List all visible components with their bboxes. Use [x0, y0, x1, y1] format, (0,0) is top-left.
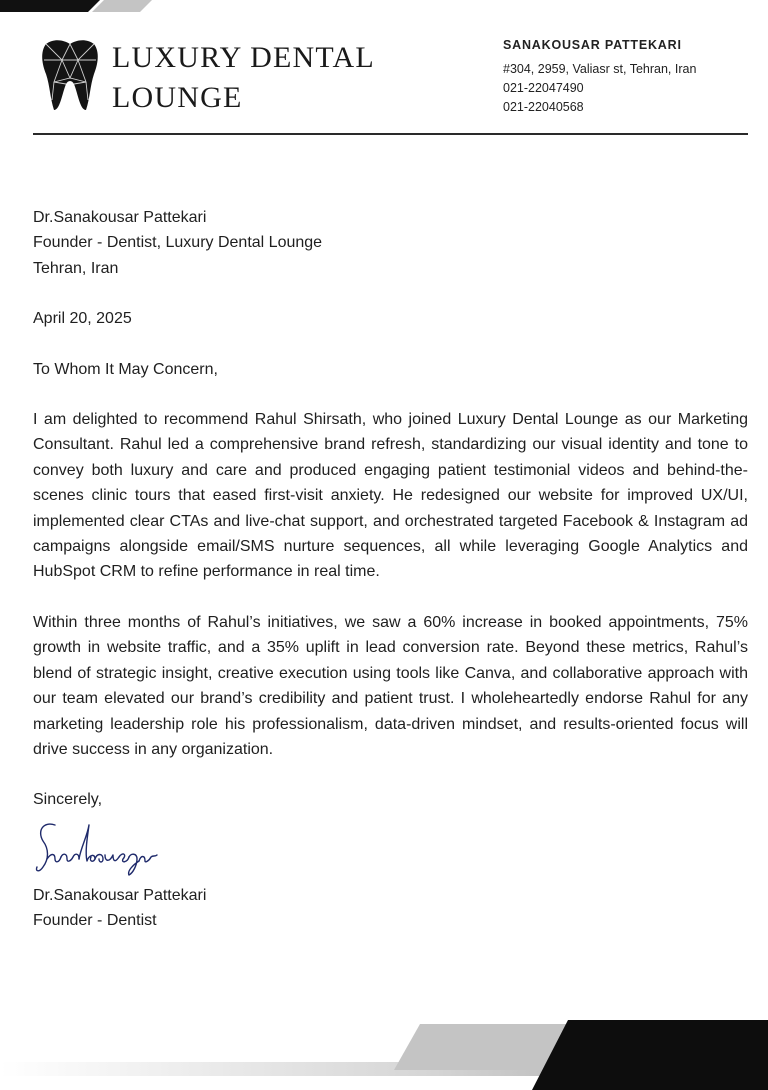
letter-body — [33, 205, 748, 934]
sender-name: Dr.Sanakousar Pattekari — [33, 209, 207, 226]
paragraph-2: Within three months of Rahul’s initiatives, we saw a 60% increase in booked appointments, 75% growth in website traffic, and a 35% uplift in lead conversion rate. Beyond these metrics, Rahul’s blend of strategic insight, creative execution using tools like Canva, and collaborative approach with our team elevated our brand’s credibility and patient trust. I wholeheartedly endorse Rahul for any marketing leadership role his professionalism, data-driven mindset, and results-oriented focus will drive success in any organization. — [33, 613, 748, 758]
signoff-name: Dr.Sanakousar Pattekari — [33, 886, 207, 904]
paragraph-1: I am delighted to recommend Rahul Shirsath, who joined Luxury Dental Lounge as our Marketing Consultant. Rahul led a comprehensive brand refresh, standardizing our visual identity and tone to convey both luxury and care and produced engaging patient testimonial videos and behind-the-scenes clinic tours that eased first-visit anxiety. He redesigned our website for improved UX/UI, implemented clear CTAs and live-chat support, and orchestrated targeted Facebook & Instagram ad campaigns alongside email/SMS nurture sequences, all while leveraging Google Analytics and HubSpot CRM to refine performance in real time. — [33, 411, 748, 581]
contact-phone-1: 021-22047490 — [503, 81, 584, 95]
brand-name — [112, 38, 375, 118]
contact-address: #304, 2959, Valiasr st, Tehran, Iran — [503, 62, 697, 76]
top-corner-decoration — [0, 0, 160, 12]
salutation: To Whom It May Concern, — [33, 360, 218, 378]
sender-title: Founder - Dentist, Luxury Dental Lounge — [33, 234, 323, 252]
contact-phone-2: 021-22040568 — [503, 100, 584, 114]
contact-block — [503, 38, 696, 117]
bottom-decoration-band — [0, 1010, 768, 1090]
header-divider — [33, 133, 748, 135]
signoff-title: Founder - Dentist — [33, 912, 157, 930]
letter-date: April 20, 2025 — [33, 310, 132, 328]
brand-line-2: LOUNGE — [112, 81, 243, 114]
brand-line-1: LUXURY DENTAL — [112, 41, 375, 74]
contact-name: SANAKOUSAR PATTEKARI — [503, 38, 682, 52]
handwritten-signature — [33, 817, 163, 879]
closing: Sincerely, — [33, 791, 103, 809]
sender-location: Tehran, Iran — [33, 259, 119, 277]
tooth-logo-icon — [40, 38, 100, 112]
